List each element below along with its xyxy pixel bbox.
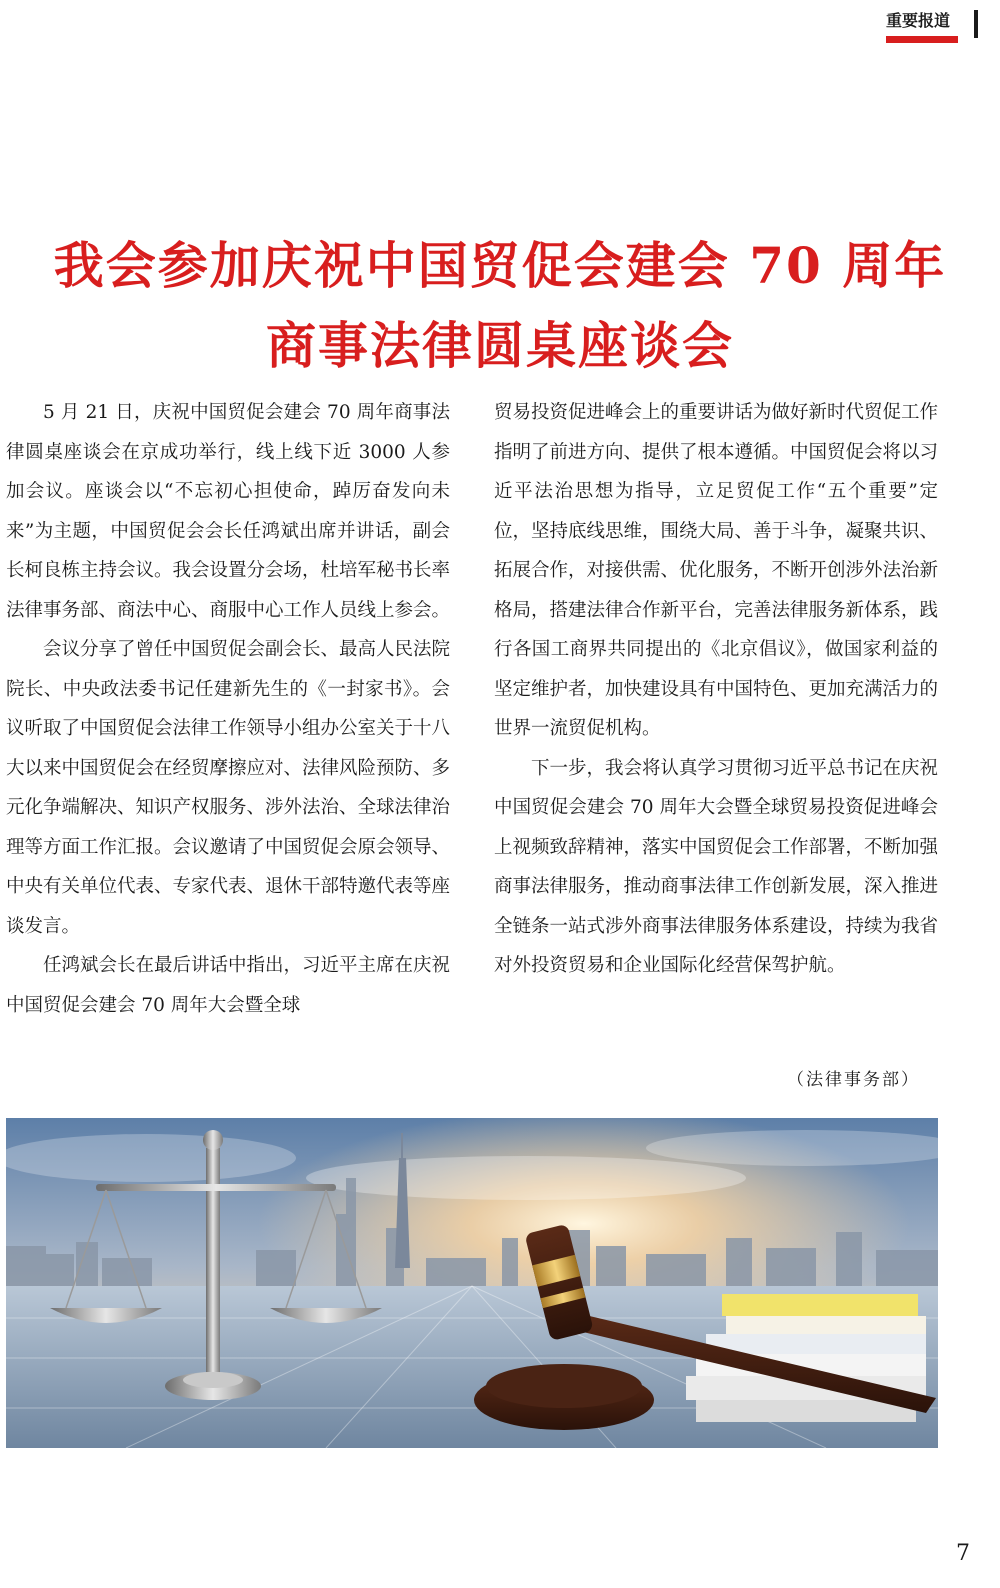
section-label: 重要报道 — [885, 11, 950, 30]
paragraph-3-continued: 贸易投资促进峰会上的重要讲话为做好新时代贸促工作指明了前进方向、提供了根本遵循。中国贸促会将以习近平法治思想为指导，立足贸促工作“五个重要”定位，坚持底线思维，围绕大局、善于斗争，凝聚共识、拓展合作，对接供需、优化服务，不断开创涉外法治新格局，搭建法律合作新平台，完善法律服务新体系，践行各国工商界共同提出的《北京倡议》，做国家利益的坚定维护者，加快建设具有中国特色、更加充满活力的世界一流贸促机构。 — [494, 402, 939, 739]
article-body-right-column — [494, 393, 938, 1093]
article-body-left-column — [6, 393, 450, 1093]
paragraph-3: 任鸿斌会长在最后讲话中指出，习近平主席在庆祝中国贸促会建会 70 周年大会暨全球 — [6, 955, 451, 1016]
article-title-line-2: 商事法律圆桌座谈会 — [266, 316, 734, 375]
paragraph-4: 下一步，我会将认真学习贯彻习近平总书记在庆祝中国贸促会建会 70 周年大会暨全球贸易投资促进峰会上视频致辞精神，落实中国贸促会工作部署，不断加强商事法律服务，推动商事法律工作创新发展，深入推进全链条一站式涉外商事法律服务体系建设，持续为我省对外投资贸易和企业国际化经营保驾护航。 — [494, 757, 939, 976]
paragraph-2: 会议分享了曾任中国贸促会副会长、最高人民法院院长、中央政法委书记任建新先生的《一封家书》。会议听取了中国贸促会法律工作领导小组办公室关于十八大以来中国贸促会在经贸摩擦应对、法律风险预防、多元化争端解决、知识产权服务、涉外法治、全球法律治理等方面工作汇报。会议邀请了中国贸促会原会领导、中央有关单位代表、专家代表、退休干部特邀代表等座谈发言。 — [6, 639, 451, 937]
article-signoff: （法律事务部） — [787, 1070, 920, 1090]
section-divider — [974, 10, 978, 38]
justice-illustration — [6, 1118, 938, 1448]
paragraph-1: 5 月 21 日，庆祝中国贸促会建会 70 周年商事法律圆桌座谈会在京成功举行，线上线下近 3000 人参加会议。座谈会以“不忘初心担使命，踔厉奋发向未来”为主题，中国贸促会会长任鸿斌出席并讲话，副会长柯良栋主持会议。我会设置分会场，杜培军秘书长率法律事务部、商法中心、商服中心工作人员线上参会。 — [6, 402, 451, 621]
section-accent-bar — [886, 36, 958, 43]
article-title-line-1: 我会参加庆祝中国贸促会建会 70 周年 — [53, 236, 947, 295]
page-number: 7 — [956, 1541, 970, 1566]
